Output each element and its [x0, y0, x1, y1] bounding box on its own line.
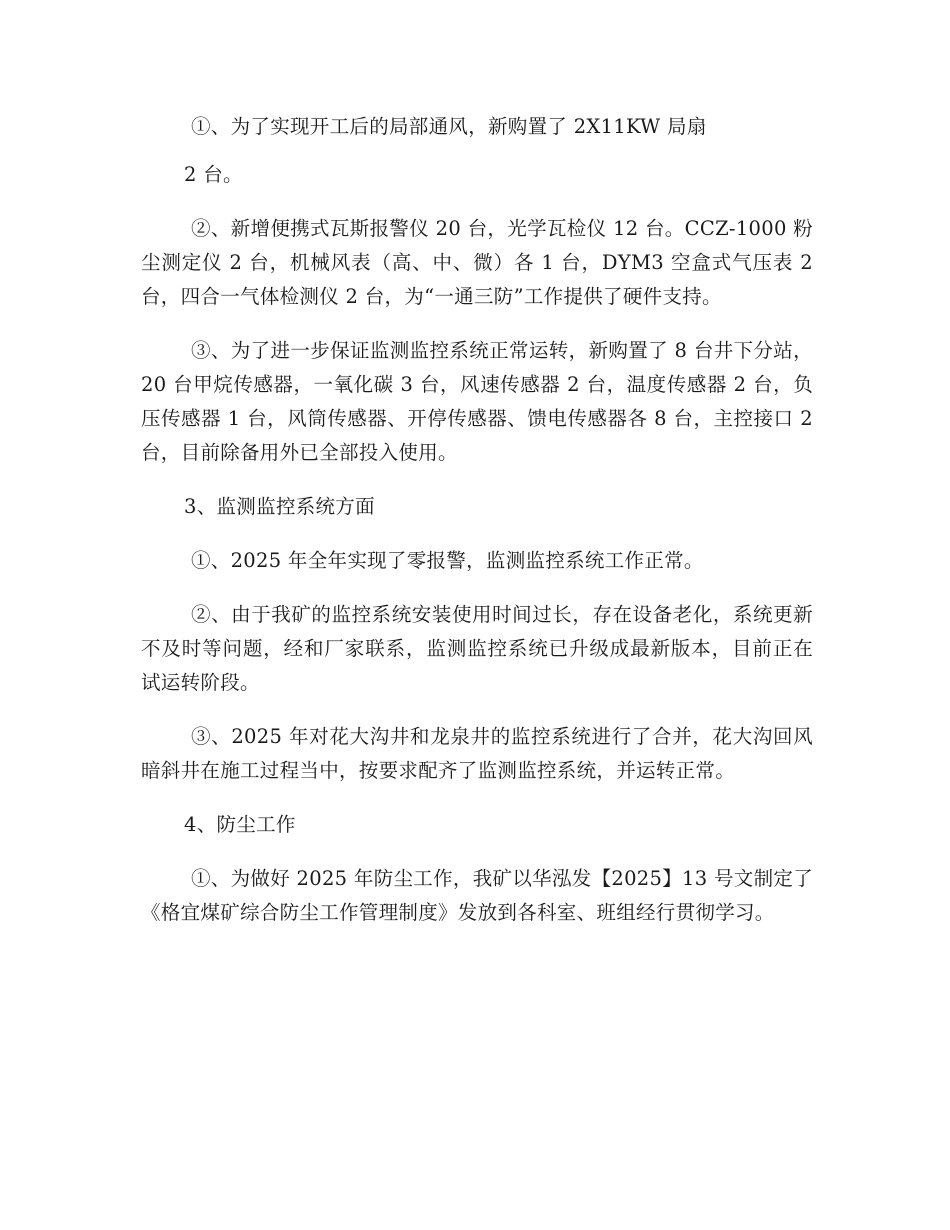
paragraph-8: ①、为做好 2025 年防尘工作，我矿以华泓发【2025】13 号文制定了《格宜煤矿综合防尘工作管理制度》发放到各科室、班组经行贯彻学习。	[141, 867, 813, 924]
paragraph-2: 2 台。	[184, 163, 243, 186]
paragraph-5: ①、2025 年全年实现了零报警，监测监控系统工作正常。	[191, 549, 704, 572]
paragraph-4: ③、为了进一步保证监测监控系统正常运转，新购置了 8 台井下分站，20 台甲烷传感器，一氧化碳 3 台，风速传感器 2 台，温度传感器 2 台，负压传感器 1 台，风筒传感器、开停传感器、馈电传感器各 8 台，主控接口 2 台，目前除备用外已全部投入使用。	[141, 339, 813, 464]
document-body	[141, 110, 813, 950]
section-heading-4: 4、防尘工作	[184, 813, 296, 836]
paragraph-3: ②、新增便携式瓦斯报警仪 20 台，光学瓦检仪 12 台。CCZ-1000 粉尘测定仪 2 台，机械风表（高、中、微）各 1 台，DYM3 空盒式气压表 2 台，四合一气体检测仪 2 台，为“一通三防”工作提供了硬件支持。	[141, 217, 813, 308]
paragraph-7: ③、2025 年对花大沟井和龙泉井的监控系统进行了合并，花大沟回风暗斜井在施工过程当中，按要求配齐了监测监控系统，并运转正常。	[141, 725, 813, 782]
section-heading-3: 3、监测监控系统方面	[184, 495, 375, 518]
paragraph-6: ②、由于我矿的监控系统安装使用时间过长，存在设备老化，系统更新不及时等问题，经和厂家联系，监测监控系统已升级成最新版本，目前正在试运转阶段。	[141, 603, 813, 694]
paragraph-1: ①、为了实现开工后的局部通风，新购置了 2X11KW 局扇	[191, 115, 707, 138]
